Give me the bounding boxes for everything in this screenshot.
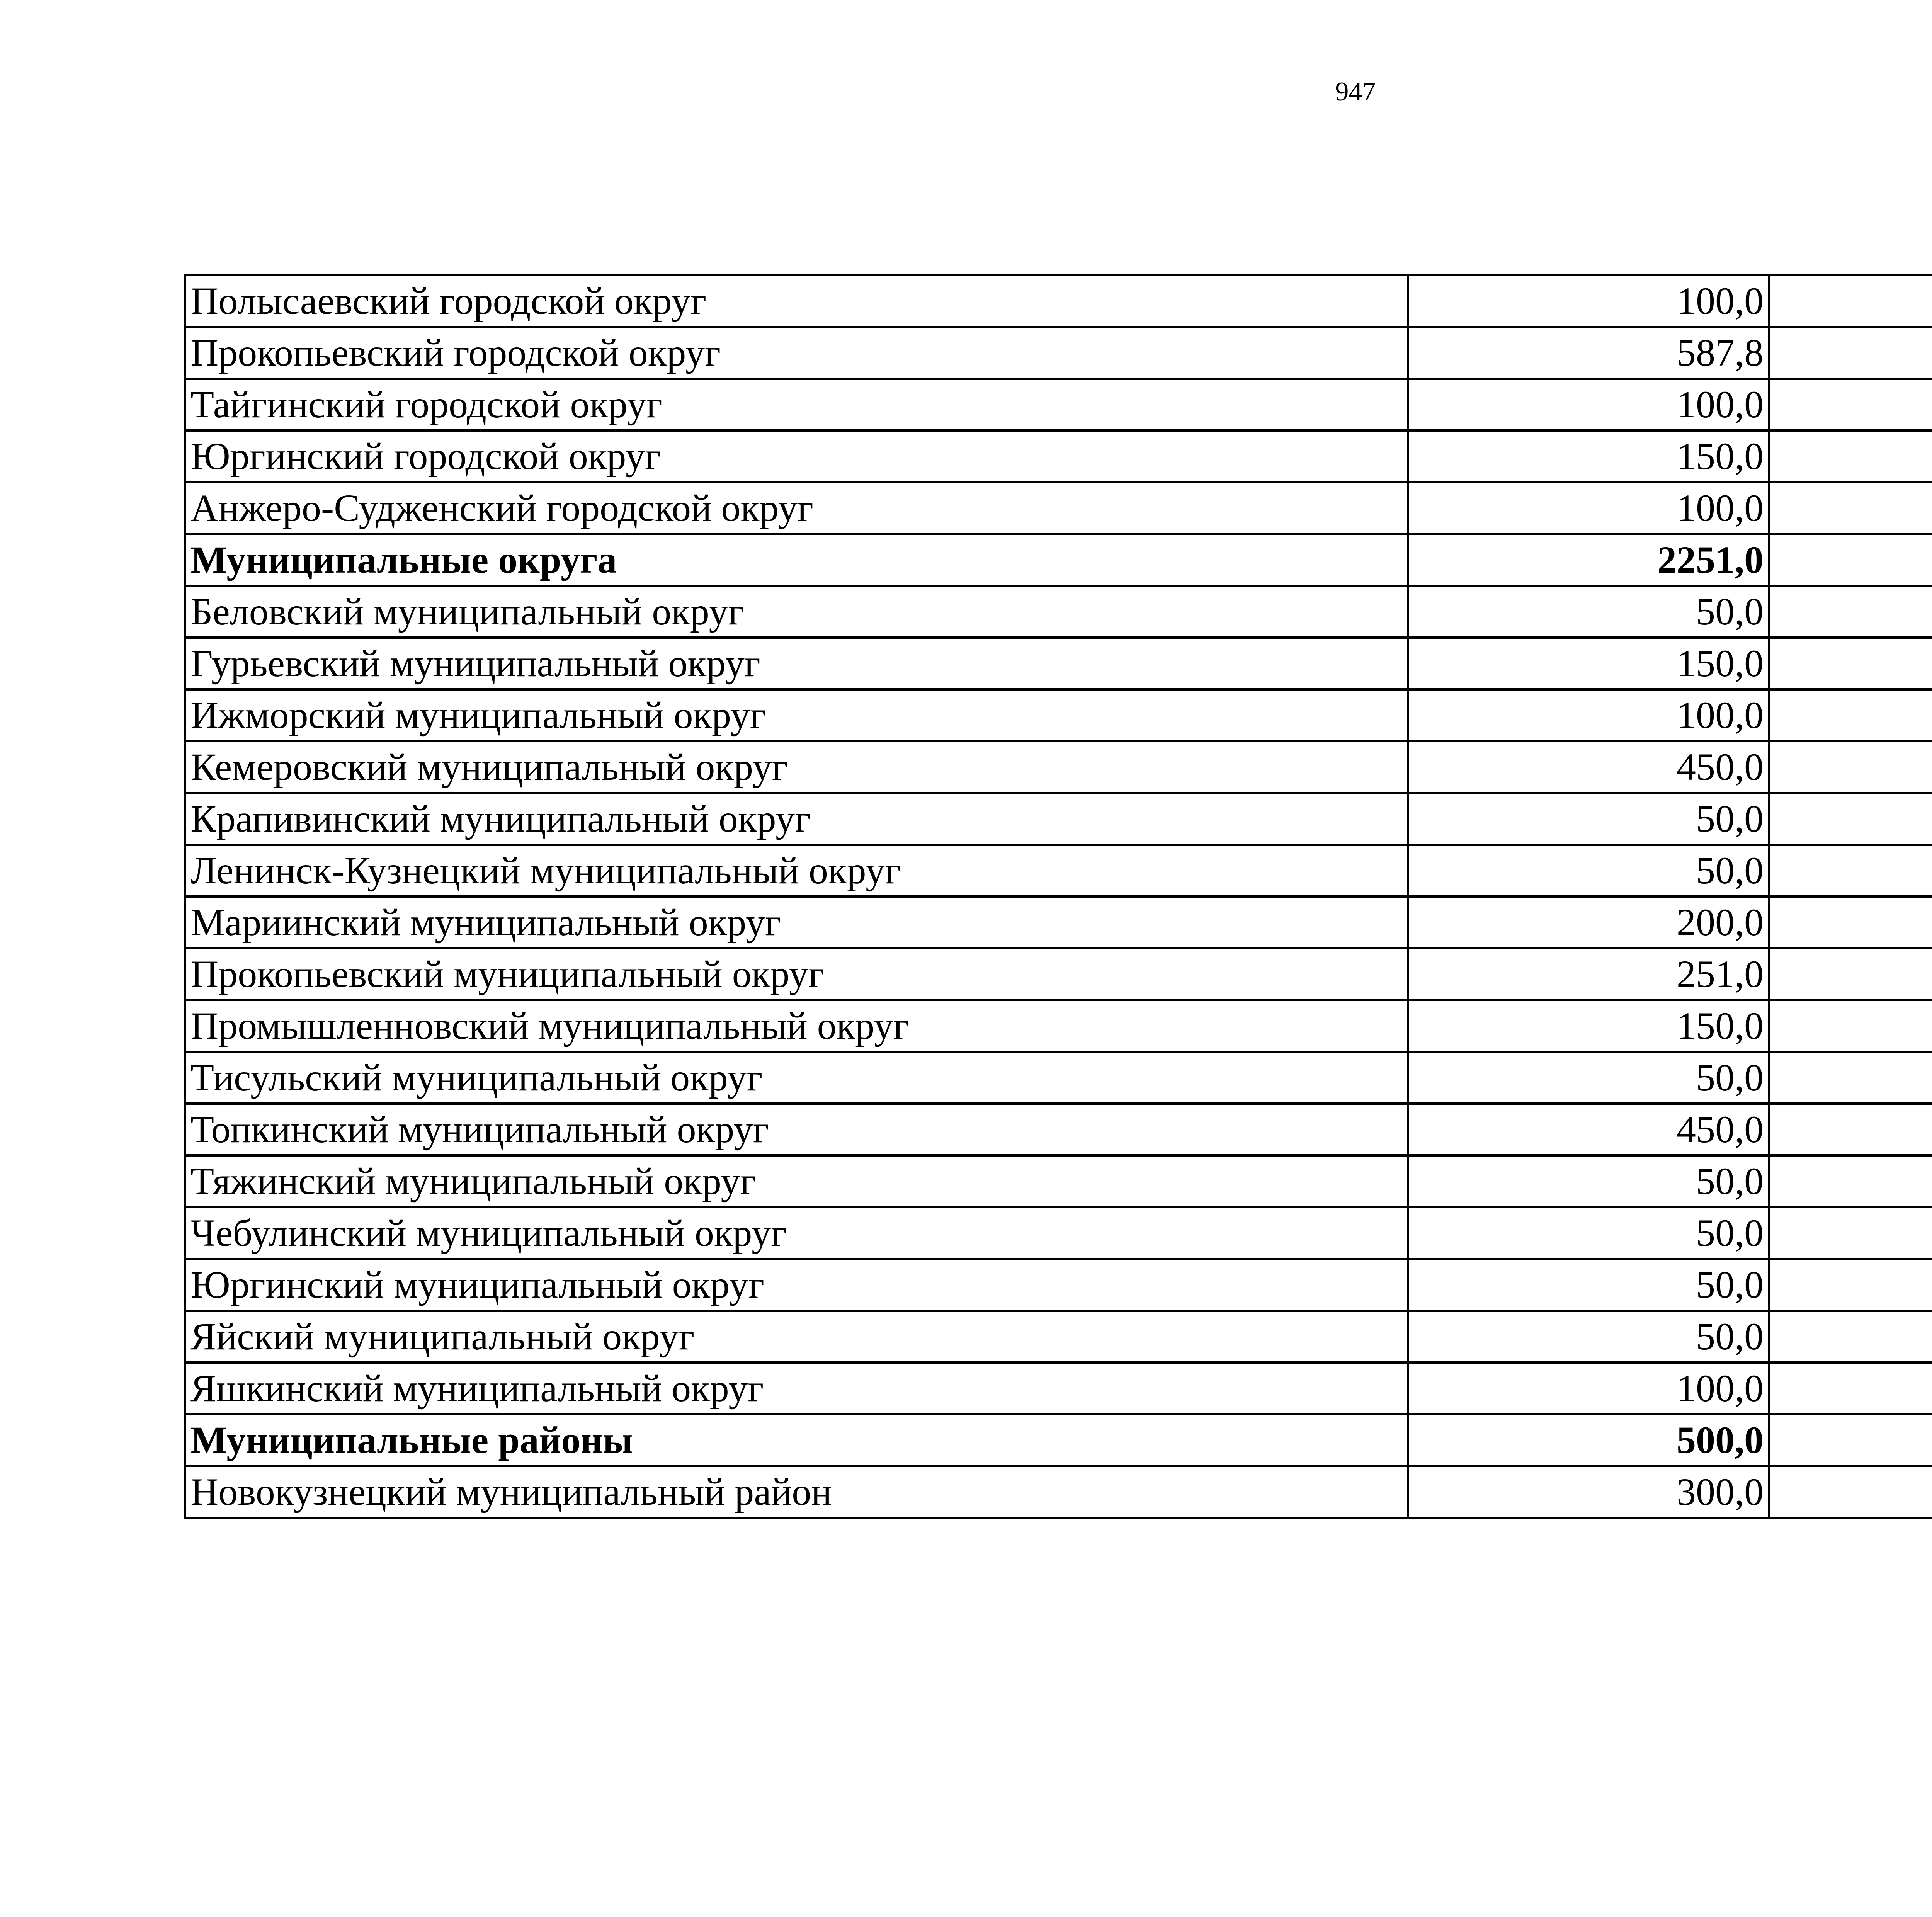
municipality-name-cell: Кемеровский муниципальный округ: [185, 741, 1408, 793]
table-row: [185, 1000, 1932, 1052]
table-row: [185, 1311, 1932, 1362]
value-cell-1: 500,0: [1408, 1414, 1769, 1466]
value-cell-2: [1769, 793, 1932, 845]
municipality-name-cell: Новокузнецкий муниципальный район: [185, 1466, 1408, 1518]
value-cell-2: [1769, 1466, 1932, 1518]
municipality-name-cell: Тяжинский муниципальный округ: [185, 1155, 1408, 1207]
municipality-name-cell: Промышленновский муниципальный округ: [185, 1000, 1408, 1052]
value-cell-2: [1769, 638, 1932, 689]
value-cell-2: [1769, 845, 1932, 896]
value-cell-1: 300,0: [1408, 1466, 1769, 1518]
value-cell-1: 150,0: [1408, 638, 1769, 689]
value-cell-1: 100,0: [1408, 482, 1769, 534]
value-cell-2: [1769, 275, 1932, 327]
value-cell-2: [1769, 379, 1932, 430]
table-body: [185, 275, 1932, 1518]
table-row: [185, 845, 1932, 896]
value-cell-2: [1769, 896, 1932, 948]
value-cell-1: 50,0: [1408, 845, 1769, 896]
value-cell-2: [1769, 534, 1932, 586]
table-row: [185, 586, 1932, 638]
value-cell-1: 2251,0: [1408, 534, 1769, 586]
municipality-name-cell: Муниципальные округа: [185, 534, 1408, 586]
municipality-name-cell: Мариинский муниципальный округ: [185, 896, 1408, 948]
municipality-name-cell: Муниципальные районы: [185, 1414, 1408, 1466]
table-row: [185, 1155, 1932, 1207]
table-row: [185, 1466, 1932, 1518]
value-cell-1: 50,0: [1408, 1155, 1769, 1207]
value-cell-2: [1769, 1155, 1932, 1207]
municipality-name-cell: Прокопьевский муниципальный округ: [185, 948, 1408, 1000]
table-row: [185, 482, 1932, 534]
value-cell-1: 200,0: [1408, 896, 1769, 948]
table-row: [185, 741, 1932, 793]
value-cell-2: [1769, 430, 1932, 482]
value-cell-2: [1769, 1259, 1932, 1311]
value-cell-2: [1769, 1362, 1932, 1414]
table-row: [185, 1104, 1932, 1155]
table-row-subtotal: [185, 534, 1932, 586]
budget-table: [184, 274, 1932, 1519]
municipality-name-cell: Топкинский муниципальный округ: [185, 1104, 1408, 1155]
municipality-name-cell: Юргинский муниципальный округ: [185, 1259, 1408, 1311]
table-row-subtotal: [185, 1414, 1932, 1466]
table-row: [185, 1259, 1932, 1311]
value-cell-1: 450,0: [1408, 741, 1769, 793]
value-cell-2: [1769, 1104, 1932, 1155]
table-row: [185, 430, 1932, 482]
municipality-name-cell: Чебулинский муниципальный округ: [185, 1207, 1408, 1259]
page-number: 947: [1335, 77, 1376, 107]
municipality-name-cell: Беловский муниципальный округ: [185, 586, 1408, 638]
value-cell-2: [1769, 1000, 1932, 1052]
table-row: [185, 275, 1932, 327]
municipality-name-cell: Анжеро-Судженский городской округ: [185, 482, 1408, 534]
value-cell-1: 587,8: [1408, 327, 1769, 379]
value-cell-1: 100,0: [1408, 1362, 1769, 1414]
value-cell-2: [1769, 1311, 1932, 1362]
value-cell-1: 50,0: [1408, 1311, 1769, 1362]
value-cell-2: [1769, 689, 1932, 741]
table-row: [185, 793, 1932, 845]
value-cell-1: 150,0: [1408, 430, 1769, 482]
value-cell-2: [1769, 948, 1932, 1000]
value-cell-2: [1769, 586, 1932, 638]
table-row: [185, 1207, 1932, 1259]
municipality-name-cell: Ижморский муниципальный округ: [185, 689, 1408, 741]
table-row: [185, 896, 1932, 948]
table-row: [185, 948, 1932, 1000]
municipality-name-cell: Ленинск-Кузнецкий муниципальный округ: [185, 845, 1408, 896]
municipality-name-cell: Яшкинский муниципальный округ: [185, 1362, 1408, 1414]
value-cell-2: [1769, 1207, 1932, 1259]
municipality-name-cell: Тисульский муниципальный округ: [185, 1052, 1408, 1104]
municipality-name-cell: Тайгинский городской округ: [185, 379, 1408, 430]
value-cell-2: [1769, 482, 1932, 534]
municipality-name-cell: Полысаевский городской округ: [185, 275, 1408, 327]
value-cell-1: 50,0: [1408, 1052, 1769, 1104]
table-row: [185, 379, 1932, 430]
municipality-name-cell: Яйский муниципальный округ: [185, 1311, 1408, 1362]
table-row: [185, 689, 1932, 741]
municipality-name-cell: Крапивинский муниципальный округ: [185, 793, 1408, 845]
value-cell-1: 100,0: [1408, 379, 1769, 430]
value-cell-1: 150,0: [1408, 1000, 1769, 1052]
table-row: [185, 638, 1932, 689]
value-cell-2: [1769, 1414, 1932, 1466]
value-cell-1: 50,0: [1408, 1207, 1769, 1259]
value-cell-2: [1769, 327, 1932, 379]
municipality-name-cell: Прокопьевский городской округ: [185, 327, 1408, 379]
value-cell-1: 100,0: [1408, 275, 1769, 327]
value-cell-2: [1769, 741, 1932, 793]
value-cell-1: 50,0: [1408, 586, 1769, 638]
table-row: [185, 1052, 1932, 1104]
value-cell-2: [1769, 1052, 1932, 1104]
municipality-name-cell: Юргинский городской округ: [185, 430, 1408, 482]
value-cell-1: 100,0: [1408, 689, 1769, 741]
value-cell-1: 251,0: [1408, 948, 1769, 1000]
value-cell-1: 50,0: [1408, 793, 1769, 845]
table-row: [185, 327, 1932, 379]
municipality-name-cell: Гурьевский муниципальный округ: [185, 638, 1408, 689]
value-cell-1: 50,0: [1408, 1259, 1769, 1311]
value-cell-1: 450,0: [1408, 1104, 1769, 1155]
table-row: [185, 1362, 1932, 1414]
